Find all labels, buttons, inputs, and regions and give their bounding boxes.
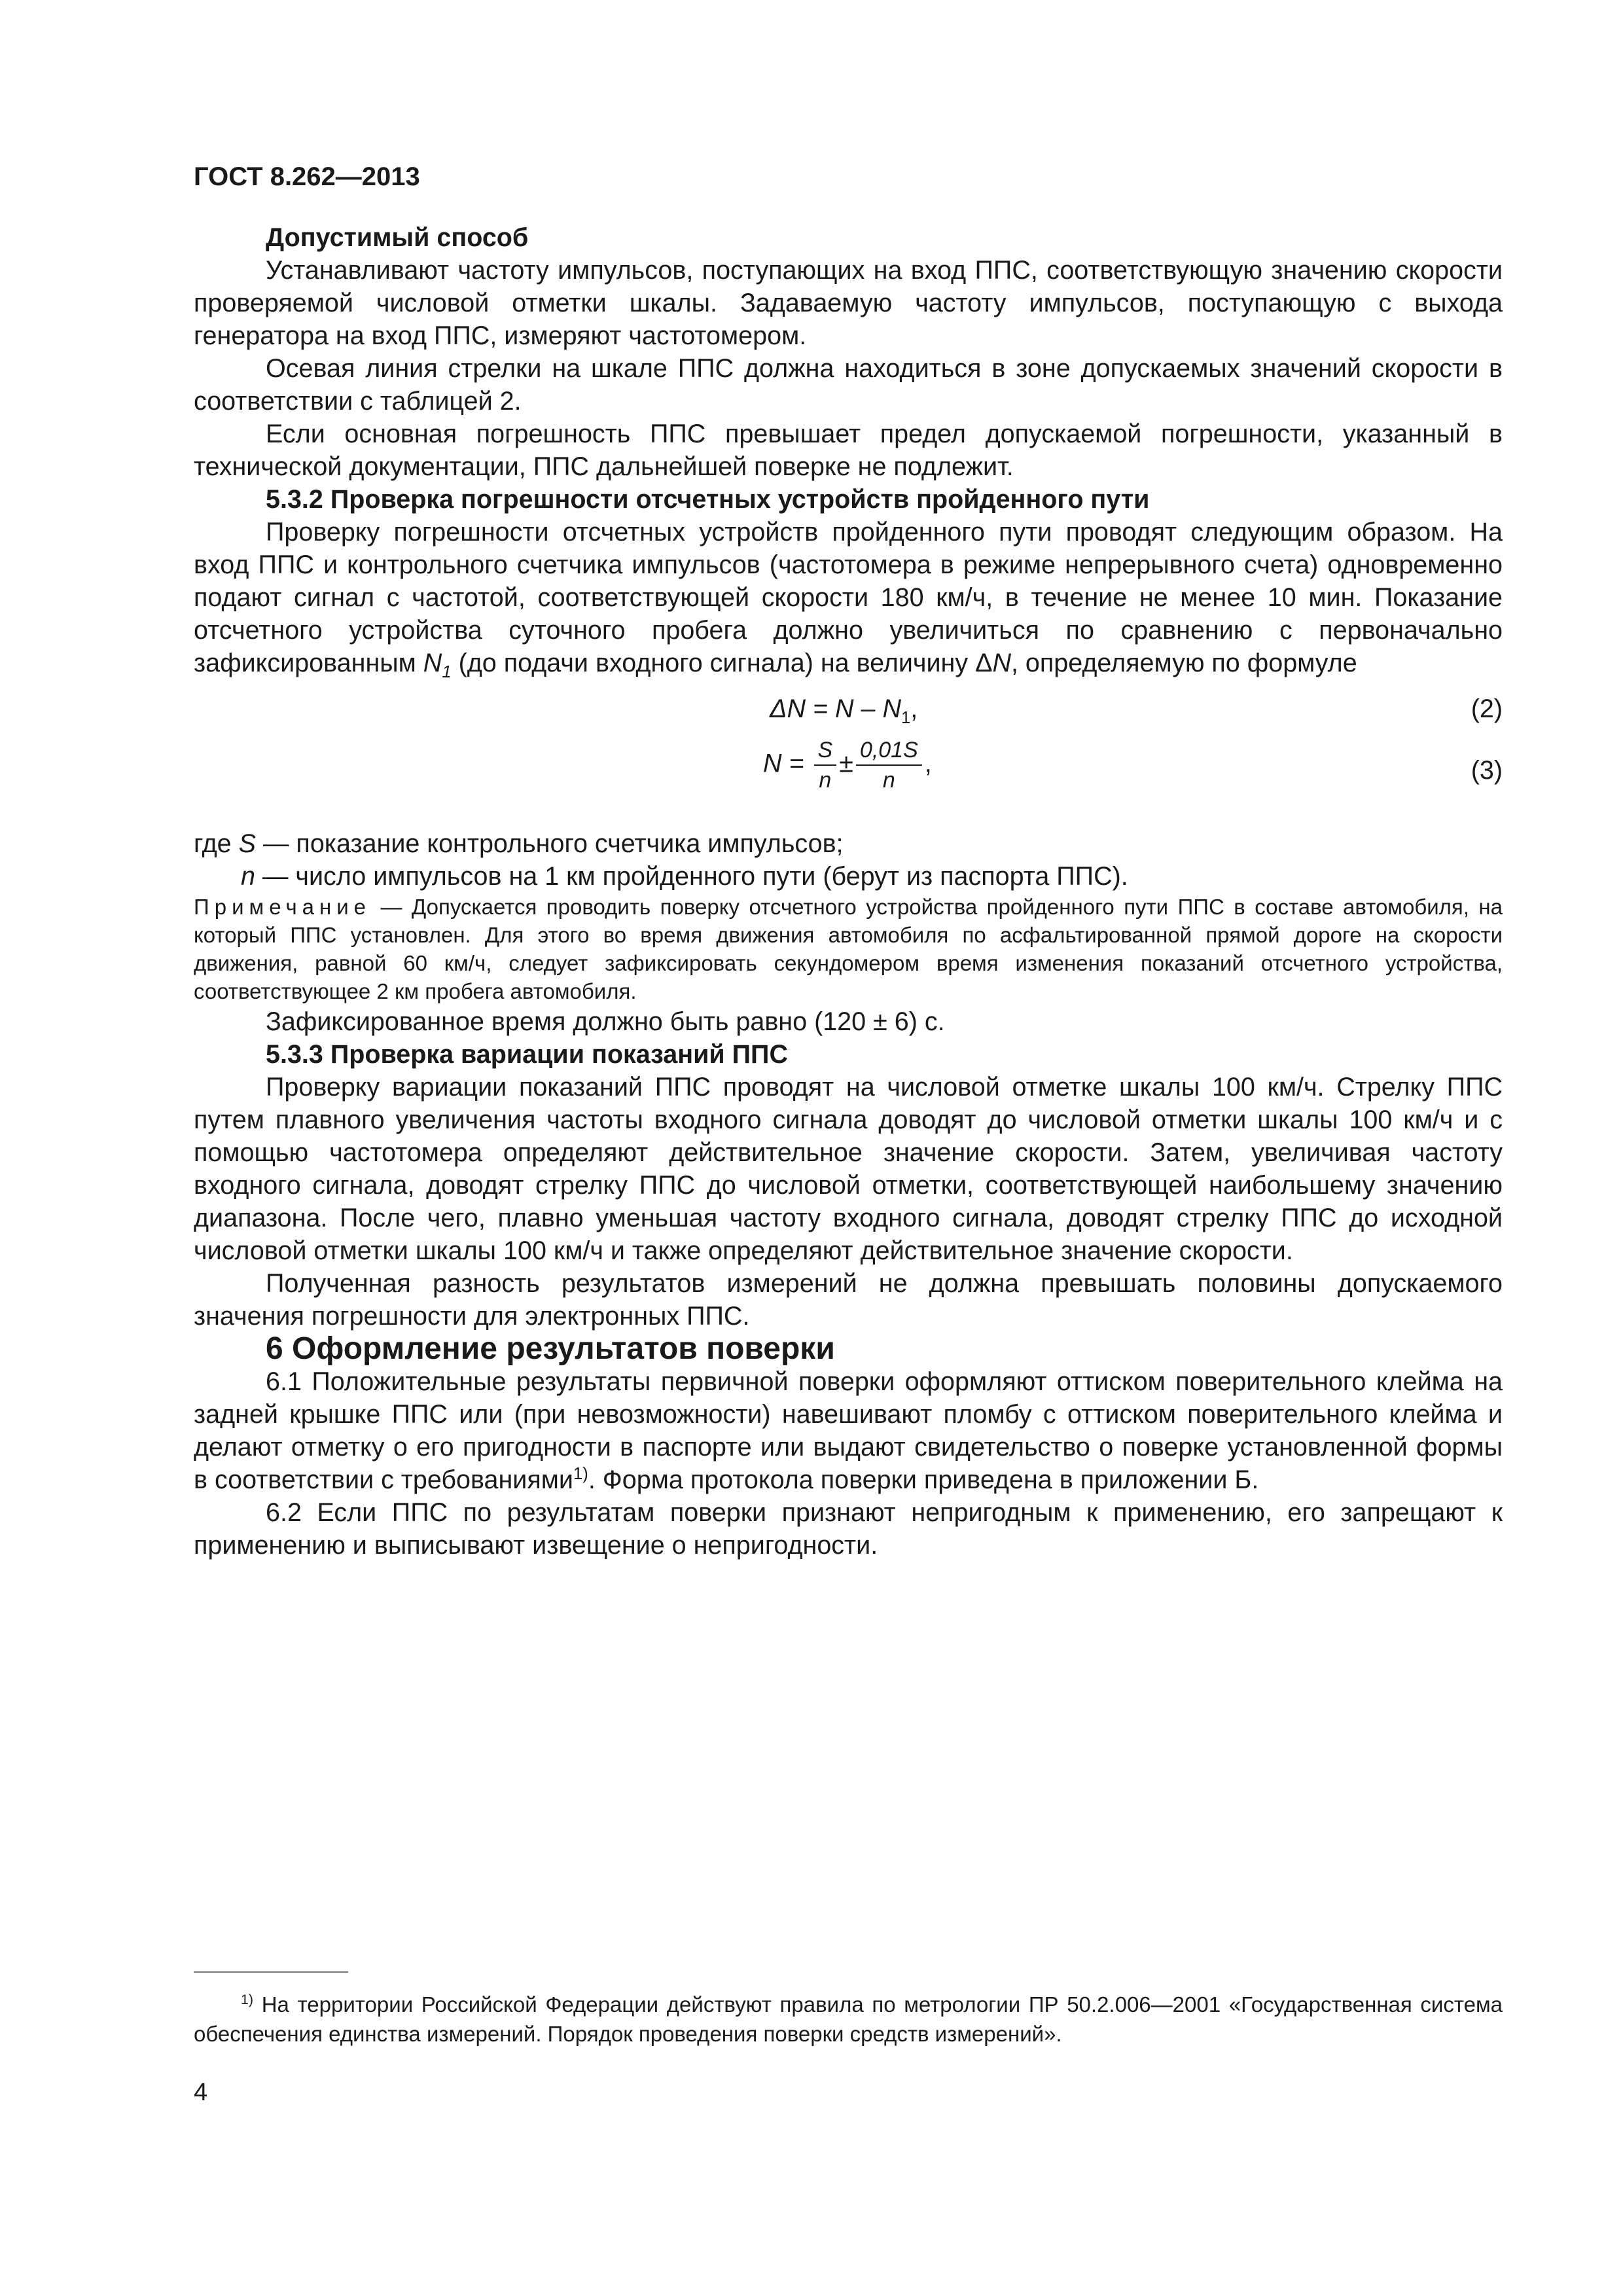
paragraph-fixed-time: Зафиксированное время должно быть равно (120 ± 6) с. — [266, 1007, 945, 1036]
formula-2 — [194, 686, 1503, 732]
formula-3-expression: N = $\frac{S}{n}$ ± $\frac{0,01S}{n}$ , — [763, 736, 932, 795]
document-header: ГОСТ 8.262—2013 — [194, 162, 420, 191]
formula-2-number: (2) — [1471, 694, 1503, 723]
paragraph-distance-check: Проверку погрешности отсчетных устройств пройденного пути проводят следующим образом. На вход ППС и контрольного счетчика импульсов (частотомера в режиме непрерывного счета) одновременно подают сигнал с частотой, соответствующей скорости 180 км/ч, в течение не менее 10 мин. Показание отсчетного устройства суточного пробега должно увеличиться по сравнению с первоначально зафиксированным $N_1$ (до подачи входного сигнала) на величину ΔN, определяемую по формуле — [194, 518, 1503, 681]
paragraph-variation-check: Проверку вариации показаний ППС проводят на числовой отметке шкалы 100 км/ч. Стрелку ППС путем плавного увеличения частоты входного сигнала доводят до числовой отметки шкалы 100 км/ч и с помощью частотомера определяют действительное значение скорости. Затем, увеличивая частоту входного сигнала, доводят стрелку ППС до числовой отметки, соответствующей наибольшему значению диапазона. После чего, плавно уменьшая частоту входного сигнала, доводят стрелку ППС до исходной числовой отметки шкалы 100 км/ч и также определяют действительное значение скорости. — [194, 1073, 1503, 1265]
page-number: 4 — [194, 2079, 208, 2106]
note-block — [194, 893, 1503, 1005]
footnote-divider — [194, 1971, 348, 1973]
fraction-001s-over-n: $\frac{0,01S}{n}$ — [856, 736, 922, 795]
paragraph-needle-axis: Осевая линия стрелки на шкале ППС должна находиться в зоне допускаемых значений скорости в соответствии с таблицей 2. — [194, 354, 1503, 416]
section-5-3-3-title: 5.3.3 Проверка вариации показаний ППС — [266, 1040, 788, 1069]
formula-3 — [194, 736, 1503, 814]
where-n-definition: n — число импульсов на 1 км пройденного пути (берут из паспорта ППС). — [241, 862, 1128, 891]
note-label: Примечание — [194, 895, 372, 919]
paragraph-main-error: Если основная погрешность ППС превышает предел допускаемой погрешности, указанный в технической документации, ППС дальнейшей поверке не подлежит. — [194, 420, 1503, 481]
allowed-method-title: Допустимый способ — [266, 223, 529, 252]
where-s-definition: где S — показание контрольного счетчика импульсов; — [194, 829, 844, 858]
paragraph-pulse-frequency: Устанавливают частоту импульсов, поступающих на вход ППС, соответствующую значению скорости проверяемой числовой отметки шкалы. Задаваемую частоту импульсов, поступающую с выхода генератора на вход ППС, измеряют частотомером. — [194, 256, 1503, 350]
footnote-ref[interactable]: 1) — [573, 1464, 588, 1483]
main-content — [194, 221, 1503, 1562]
footnote: $^{1)}$ На территории Российской Федерации действуют правила по метрологии ПР 50.2.006—2001 «Государственная система обеспечения единства измерений. Порядок проведения поверки средств измерений». — [194, 1992, 1503, 2046]
paragraph-difference: Полученная разность результатов измерений не должна превышать половины допускаемого значения погрешности для электронных ППС. — [194, 1269, 1503, 1331]
section-6-title: 6 Оформление результатов поверки — [266, 1331, 835, 1366]
paragraph-6-2: 6.2 Если ППС по результатам поверки признают непригодным к применению, его запрещают к применению и выписывают извещение о непригодности. — [194, 1498, 1503, 1560]
section-5-3-2-title: 5.3.2 Проверка погрешности отсчетных устройств пройденного пути — [266, 485, 1150, 514]
formula-2-expression: $\Delta N = N - N_1$, — [770, 694, 918, 727]
formula-3-number: (3) — [1471, 756, 1503, 785]
fraction-s-over-n: $\frac{S}{n}$ — [814, 736, 837, 795]
note-text: — Допускается проводить поверку отсчетного устройства пройденного пути ППС в составе автомобиля, на который ППС установлен. Для этого во время движения автомобиля по асфальтированной прямой дороге на скорости движения, равной 60 км/ч, следует зафиксировать секундомером время изменения показаний отсчетного устройства, соответствующее 2 км пробега автомобиля. — [194, 895, 1503, 1003]
paragraph-6-1: 6.1 Положительные результаты первичной поверки оформляют оттиском поверительного клейма на задней крышке ППС или (при невозможности) навешивают пломбу с оттиском поверительного клейма и делают отметку о его пригодности в паспорте или выдают свидетельство о поверке установленной формы в соответствии с требованиями$^{1)}$. Форма протокола поверки приведена в приложении Б. — [194, 1367, 1503, 1494]
